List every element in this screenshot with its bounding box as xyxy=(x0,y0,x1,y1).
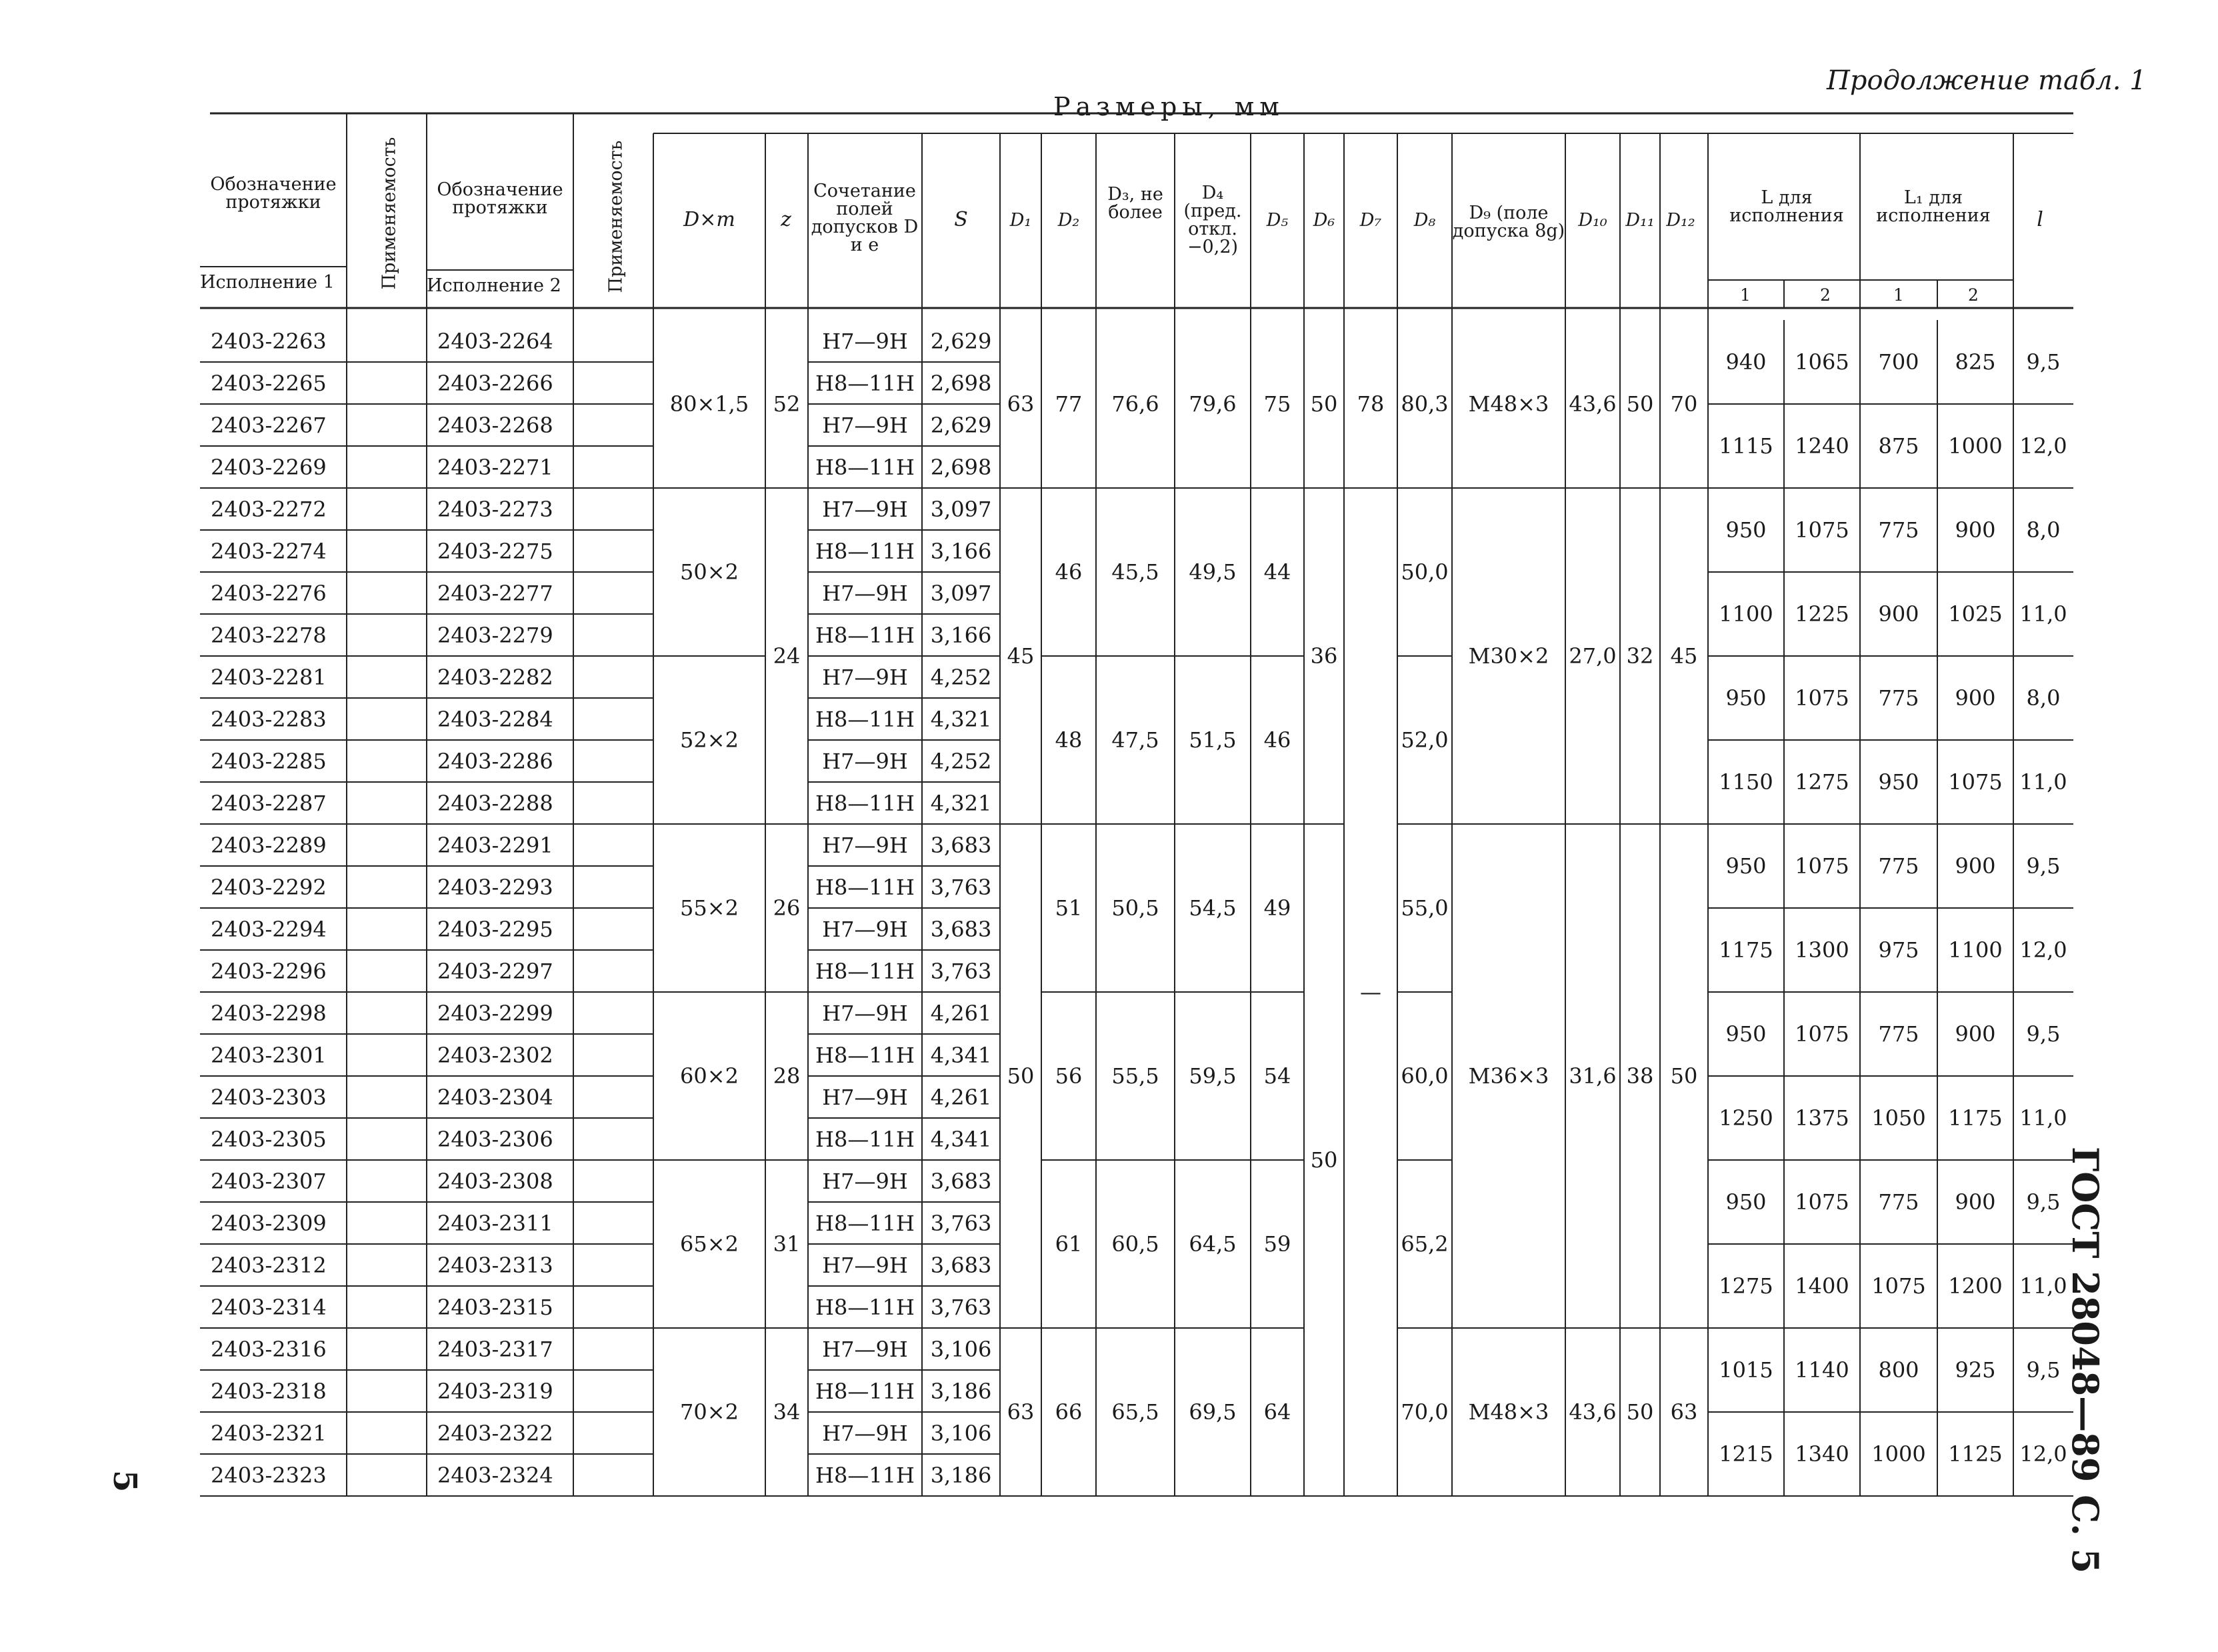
s-cell: 3,186 xyxy=(930,1462,992,1488)
designation-variant-2: 2403-2273 xyxy=(437,496,553,522)
l1-variant-1-cell: 775 xyxy=(1878,685,1919,711)
d4-cell: 54,5 xyxy=(1189,895,1237,921)
header-d8: D₈ xyxy=(1413,209,1436,231)
s-cell: 3,683 xyxy=(930,1252,992,1278)
l-small-cell: 9,5 xyxy=(2026,349,2061,375)
header-l1: L₁ для исполнения xyxy=(1876,187,1991,226)
designation-variant-1: 2403-2283 xyxy=(211,706,327,732)
designation-variant-1: 2403-2303 xyxy=(211,1084,327,1110)
l-variant-1-cell: 1175 xyxy=(1719,937,1773,963)
l1-variant-1-cell: 950 xyxy=(1878,769,1919,795)
designation-variant-2: 2403-2291 xyxy=(437,832,553,858)
header-d4: D₄ (пред. откл. −0,2) xyxy=(1183,183,1242,257)
l1-variant-2-cell: 925 xyxy=(1955,1357,1996,1383)
l1-variant-2-cell: 900 xyxy=(1955,853,1996,879)
d8-cell: 50,0 xyxy=(1401,559,1449,585)
s-cell: 3,186 xyxy=(930,1378,992,1404)
standard-side-label: ГОСТ 28048—89 С. 5 xyxy=(2064,1147,2107,1574)
l-small-cell: 8,0 xyxy=(2026,685,2061,711)
l1-variant-1-cell: 1050 xyxy=(1871,1105,1926,1131)
l-variant-2-cell: 1225 xyxy=(1795,601,1849,627)
s-cell: 2,698 xyxy=(930,370,992,396)
designation-variant-1: 2403-2285 xyxy=(211,748,327,774)
designation-variant-1: 2403-2269 xyxy=(211,454,327,480)
header-d10: D₁₀ xyxy=(1578,209,1607,231)
s-cell: 2,629 xyxy=(930,328,992,354)
l1-variant-1-cell: 975 xyxy=(1878,937,1919,963)
dxm-cell: 70×2 xyxy=(680,1399,739,1425)
l1-variant-2-cell: 1100 xyxy=(1948,937,2003,963)
d9-cell: M48×3 xyxy=(1468,1399,1549,1425)
l-variant-1-cell: 950 xyxy=(1725,517,1767,543)
l-variant-1-cell: 1250 xyxy=(1719,1105,1773,1131)
s-cell: 3,763 xyxy=(930,958,992,984)
page-header: Продолжение табл. 1 xyxy=(1827,65,2147,96)
l-small-cell: 11,0 xyxy=(2019,1105,2067,1131)
designation-variant-2: 2403-2288 xyxy=(437,790,553,816)
designation-variant-1: 2403-2281 xyxy=(211,664,327,690)
s-cell: 3,763 xyxy=(930,1210,992,1236)
l-small-cell: 8,0 xyxy=(2026,517,2061,543)
d7-cell: 78 xyxy=(1357,391,1385,417)
d1-cell: 45 xyxy=(1007,643,1035,669)
s-cell: 3,166 xyxy=(930,622,992,648)
designation-variant-2: 2403-2302 xyxy=(437,1042,553,1068)
l-variant-1-cell: 1150 xyxy=(1719,769,1773,795)
dxm-cell: 60×2 xyxy=(680,1063,739,1089)
l-variant-1-cell: 1215 xyxy=(1719,1441,1773,1467)
tolerance-cell: H8—11H xyxy=(815,454,915,480)
l-small-cell: 11,0 xyxy=(2019,769,2067,795)
designation-variant-2: 2403-2279 xyxy=(437,622,553,648)
designation-variant-1: 2403-2316 xyxy=(211,1336,327,1362)
l-small-cell: 11,0 xyxy=(2019,601,2067,627)
designation-variant-2: 2403-2311 xyxy=(437,1210,553,1236)
d10-cell: 31,6 xyxy=(1569,1063,1617,1089)
designation-variant-2: 2403-2313 xyxy=(437,1252,553,1278)
l-variant-2-cell: 1075 xyxy=(1795,853,1849,879)
designation-variant-2: 2403-2306 xyxy=(437,1126,553,1152)
designation-variant-1: 2403-2323 xyxy=(211,1462,327,1488)
l1-variant-1-cell: 775 xyxy=(1878,517,1919,543)
designation-variant-1: 2403-2298 xyxy=(211,1000,327,1026)
d6-cell: 36 xyxy=(1310,643,1338,669)
d2-cell: 77 xyxy=(1055,391,1083,417)
designation-variant-2: 2403-2284 xyxy=(437,706,553,732)
s-cell: 4,252 xyxy=(930,748,992,774)
l-variant-2-cell: 1065 xyxy=(1795,349,1849,375)
l-small-cell: 12,0 xyxy=(2019,1441,2067,1467)
tolerance-cell: H8—11H xyxy=(815,790,915,816)
l1-variant-2-cell: 900 xyxy=(1955,517,1996,543)
dxm-cell: 65×2 xyxy=(680,1231,739,1257)
tolerance-cell: H8—11H xyxy=(815,874,915,900)
d2-cell: 48 xyxy=(1055,727,1083,753)
l-variant-2-cell: 1400 xyxy=(1795,1273,1849,1299)
designation-variant-2: 2403-2295 xyxy=(437,916,553,942)
l-small-cell: 9,5 xyxy=(2026,1189,2061,1215)
l1-variant-1-cell: 775 xyxy=(1878,1189,1919,1215)
designation-variant-2: 2403-2297 xyxy=(437,958,553,984)
s-cell: 3,166 xyxy=(930,538,992,564)
d11-cell: 50 xyxy=(1626,1399,1654,1425)
page-number: 5 xyxy=(106,1470,143,1493)
d10-cell: 43,6 xyxy=(1569,1399,1617,1425)
l1-variant-1-cell: 800 xyxy=(1878,1357,1919,1383)
s-cell: 3,097 xyxy=(930,496,992,522)
designation-variant-1: 2403-2314 xyxy=(211,1294,327,1320)
s-cell: 4,341 xyxy=(930,1126,992,1152)
designation-variant-1: 2403-2287 xyxy=(211,790,327,816)
header-l-variant-2: 2 xyxy=(1820,285,1831,305)
designation-variant-2: 2403-2275 xyxy=(437,538,553,564)
s-cell: 3,106 xyxy=(930,1420,992,1446)
d7-cell: — xyxy=(1360,979,1381,1005)
designation-variant-1: 2403-2296 xyxy=(211,958,327,984)
designation-variant-1: 2403-2276 xyxy=(211,580,327,606)
s-cell: 4,341 xyxy=(930,1042,992,1068)
z-cell: 34 xyxy=(773,1399,801,1425)
l-variant-1-cell: 1115 xyxy=(1719,433,1773,459)
d9-cell: M48×3 xyxy=(1468,391,1549,417)
header-variant-1: Исполнение 1 xyxy=(200,271,335,293)
d12-cell: 63 xyxy=(1670,1399,1698,1425)
designation-variant-1: 2403-2292 xyxy=(211,874,327,900)
header-s: S xyxy=(954,208,968,231)
designation-variant-2: 2403-2322 xyxy=(437,1420,553,1446)
s-cell: 3,763 xyxy=(930,1294,992,1320)
tolerance-cell: H7—9H xyxy=(822,664,908,690)
designation-variant-1: 2403-2274 xyxy=(211,538,327,564)
header-dxm: D×m xyxy=(683,208,735,231)
header-d6: D₆ xyxy=(1313,209,1335,231)
l-variant-1-cell: 1100 xyxy=(1719,601,1773,627)
tolerance-cell: H8—11H xyxy=(815,958,915,984)
d8-cell: 70,0 xyxy=(1401,1399,1449,1425)
d3-cell: 55,5 xyxy=(1111,1063,1159,1089)
designation-variant-2: 2403-2282 xyxy=(437,664,553,690)
d4-cell: 49,5 xyxy=(1189,559,1237,585)
designation-variant-2: 2403-2304 xyxy=(437,1084,553,1110)
designation-variant-1: 2403-2309 xyxy=(211,1210,327,1236)
l-variant-2-cell: 1240 xyxy=(1795,433,1849,459)
designation-variant-1: 2403-2278 xyxy=(211,622,327,648)
d9-cell: M30×2 xyxy=(1468,643,1549,669)
l-variant-1-cell: 950 xyxy=(1725,1189,1767,1215)
l-small-cell: 12,0 xyxy=(2019,937,2067,963)
tolerance-cell: H7—9H xyxy=(822,1252,908,1278)
d5-cell: 75 xyxy=(1263,391,1291,417)
tolerance-cell: H7—9H xyxy=(822,832,908,858)
d8-cell: 60,0 xyxy=(1401,1063,1449,1089)
d4-cell: 64,5 xyxy=(1189,1231,1237,1257)
tolerance-cell: H8—11H xyxy=(815,1294,915,1320)
d6-cell: 50 xyxy=(1310,391,1338,417)
l1-variant-1-cell: 700 xyxy=(1878,349,1919,375)
l1-variant-1-cell: 1075 xyxy=(1871,1273,1926,1299)
tolerance-cell: H8—11H xyxy=(815,706,915,732)
l-small-cell: 11,0 xyxy=(2019,1273,2067,1299)
header-l-small: l xyxy=(2037,208,2043,231)
designation-variant-2: 2403-2319 xyxy=(437,1378,553,1404)
d4-cell: 69,5 xyxy=(1189,1399,1237,1425)
header-variant-2: Исполнение 2 xyxy=(427,275,561,296)
designation-variant-2: 2403-2286 xyxy=(437,748,553,774)
designation-variant-2: 2403-2324 xyxy=(437,1462,553,1488)
d11-cell: 38 xyxy=(1626,1063,1654,1089)
l1-variant-2-cell: 1000 xyxy=(1948,433,2003,459)
l-variant-1-cell: 940 xyxy=(1725,349,1767,375)
designation-variant-2: 2403-2299 xyxy=(437,1000,553,1026)
s-cell: 4,261 xyxy=(930,1084,992,1110)
l-small-cell: 12,0 xyxy=(2019,433,2067,459)
tolerance-cell: H7—9H xyxy=(822,1336,908,1362)
d12-cell: 50 xyxy=(1670,1063,1698,1089)
s-cell: 3,106 xyxy=(930,1336,992,1362)
s-cell: 2,698 xyxy=(930,454,992,480)
l-variant-2-cell: 1075 xyxy=(1795,517,1849,543)
designation-variant-2: 2403-2308 xyxy=(437,1168,553,1194)
s-cell: 3,683 xyxy=(930,832,992,858)
d2-cell: 61 xyxy=(1055,1231,1083,1257)
header-l1-variant-2: 2 xyxy=(1968,285,1979,305)
l1-variant-2-cell: 900 xyxy=(1955,1021,1996,1047)
designation-variant-1: 2403-2267 xyxy=(211,412,327,438)
d2-cell: 51 xyxy=(1055,895,1083,921)
d5-cell: 49 xyxy=(1263,895,1291,921)
header-d11: D₁₁ xyxy=(1625,209,1655,231)
d6-cell: 50 xyxy=(1310,1147,1338,1173)
designation-variant-1: 2403-2301 xyxy=(211,1042,327,1068)
tolerance-cell: H7—9H xyxy=(822,748,908,774)
dxm-cell: 80×1,5 xyxy=(669,391,749,417)
d5-cell: 44 xyxy=(1263,559,1291,585)
z-cell: 31 xyxy=(773,1231,801,1257)
designation-variant-2: 2403-2293 xyxy=(437,874,553,900)
header-l: L для исполнения xyxy=(1729,187,1844,226)
designation-variant-1: 2403-2263 xyxy=(211,328,327,354)
tolerance-cell: H8—11H xyxy=(815,622,915,648)
header-d5: D₅ xyxy=(1266,209,1289,231)
l-small-cell: 9,5 xyxy=(2026,853,2061,879)
l-variant-1-cell: 1275 xyxy=(1719,1273,1773,1299)
header-d7: D₇ xyxy=(1359,209,1382,231)
designation-variant-1: 2403-2265 xyxy=(211,370,327,396)
l1-variant-1-cell: 900 xyxy=(1878,601,1919,627)
s-cell: 4,321 xyxy=(930,706,992,732)
l-variant-2-cell: 1275 xyxy=(1795,769,1849,795)
designation-variant-1: 2403-2312 xyxy=(211,1252,327,1278)
l1-variant-2-cell: 1175 xyxy=(1948,1105,2003,1131)
l-variant-1-cell: 950 xyxy=(1725,685,1767,711)
designation-variant-2: 2403-2315 xyxy=(437,1294,553,1320)
header-tolerance: Сочетание полей допусков D и e xyxy=(811,181,919,255)
d5-cell: 54 xyxy=(1263,1063,1291,1089)
l-variant-2-cell: 1075 xyxy=(1795,1021,1849,1047)
designation-variant-1: 2403-2307 xyxy=(211,1168,327,1194)
l1-variant-2-cell: 1200 xyxy=(1948,1273,2003,1299)
d9-cell: M36×3 xyxy=(1468,1063,1549,1089)
header-d2: D₂ xyxy=(1057,209,1080,231)
d8-cell: 65,2 xyxy=(1401,1231,1449,1257)
tolerance-cell: H8—11H xyxy=(815,1126,915,1152)
designation-variant-1: 2403-2305 xyxy=(211,1126,327,1152)
tolerance-cell: H7—9H xyxy=(822,1420,908,1446)
l-small-cell: 9,5 xyxy=(2026,1021,2061,1047)
designation-variant-1: 2403-2318 xyxy=(211,1378,327,1404)
d1-cell: 63 xyxy=(1007,391,1035,417)
tolerance-cell: H8—11H xyxy=(815,1462,915,1488)
d5-cell: 46 xyxy=(1263,727,1291,753)
dxm-cell: 55×2 xyxy=(680,895,739,921)
l-variant-2-cell: 1140 xyxy=(1795,1357,1849,1383)
s-cell: 4,252 xyxy=(930,664,992,690)
s-cell: 3,097 xyxy=(930,580,992,606)
designation-variant-2: 2403-2266 xyxy=(437,370,553,396)
l1-variant-2-cell: 900 xyxy=(1955,685,1996,711)
l1-variant-2-cell: 1125 xyxy=(1948,1441,2003,1467)
tolerance-cell: H7—9H xyxy=(822,1000,908,1026)
d11-cell: 32 xyxy=(1626,643,1654,669)
tolerance-cell: H7—9H xyxy=(822,328,908,354)
l-small-cell: 9,5 xyxy=(2026,1357,2061,1383)
tolerance-cell: H7—9H xyxy=(822,1084,908,1110)
dxm-cell: 52×2 xyxy=(680,727,739,753)
header-d1: D₁ xyxy=(1009,209,1032,231)
d1-cell: 63 xyxy=(1007,1399,1035,1425)
l1-variant-1-cell: 775 xyxy=(1878,853,1919,879)
designation-variant-1: 2403-2321 xyxy=(211,1420,327,1446)
l1-variant-1-cell: 775 xyxy=(1878,1021,1919,1047)
l-variant-2-cell: 1075 xyxy=(1795,1189,1849,1215)
header-applicability-2: Применяемость xyxy=(605,140,627,293)
z-cell: 24 xyxy=(773,643,801,669)
dxm-cell: 50×2 xyxy=(680,559,739,585)
l-variant-2-cell: 1300 xyxy=(1795,937,1849,963)
d8-cell: 80,3 xyxy=(1401,391,1449,417)
tolerance-cell: H8—11H xyxy=(815,538,915,564)
header-applicability-1: Применяемость xyxy=(379,137,400,290)
designation-variant-1: 2403-2294 xyxy=(211,916,327,942)
tolerance-cell: H8—11H xyxy=(815,370,915,396)
d4-cell: 51,5 xyxy=(1189,727,1237,753)
designation-variant-2: 2403-2271 xyxy=(437,454,553,480)
d2-cell: 46 xyxy=(1055,559,1083,585)
d4-cell: 79,6 xyxy=(1189,391,1237,417)
s-cell: 3,683 xyxy=(930,916,992,942)
z-cell: 28 xyxy=(773,1063,801,1089)
l-variant-1-cell: 950 xyxy=(1725,853,1767,879)
header-l-variant-1: 1 xyxy=(1740,285,1751,305)
tolerance-cell: H8—11H xyxy=(815,1210,915,1236)
tolerance-cell: H7—9H xyxy=(822,412,908,438)
s-cell: 3,683 xyxy=(930,1168,992,1194)
designation-variant-2: 2403-2268 xyxy=(437,412,553,438)
l-variant-2-cell: 1375 xyxy=(1795,1105,1849,1131)
d8-cell: 55,0 xyxy=(1401,895,1449,921)
d1-cell: 50 xyxy=(1007,1063,1035,1089)
tolerance-cell: H7—9H xyxy=(822,580,908,606)
s-cell: 4,261 xyxy=(930,1000,992,1026)
l-variant-1-cell: 1015 xyxy=(1719,1357,1773,1383)
d3-cell: 76,6 xyxy=(1111,391,1159,417)
designation-variant-2: 2403-2277 xyxy=(437,580,553,606)
dimensions-caption: Размеры, мм xyxy=(1053,92,1285,121)
d12-cell: 70 xyxy=(1670,391,1698,417)
l1-variant-2-cell: 825 xyxy=(1955,349,1996,375)
designation-variant-2: 2403-2317 xyxy=(437,1336,553,1362)
header-z: z xyxy=(781,208,791,231)
l1-variant-1-cell: 875 xyxy=(1878,433,1919,459)
header-d12: D₁₂ xyxy=(1666,209,1695,231)
tolerance-cell: H8—11H xyxy=(815,1378,915,1404)
header-designation-1: Обозначение протяжки xyxy=(210,174,337,213)
d11-cell: 50 xyxy=(1626,391,1654,417)
header-d9: D₉ (поле допуска 8g) xyxy=(1452,203,1565,241)
l-variant-2-cell: 1340 xyxy=(1795,1441,1849,1467)
d3-cell: 50,5 xyxy=(1111,895,1159,921)
z-cell: 52 xyxy=(773,391,801,417)
d10-cell: 27,0 xyxy=(1569,643,1617,669)
d4-cell: 59,5 xyxy=(1189,1063,1237,1089)
d8-cell: 52,0 xyxy=(1401,727,1449,753)
d5-cell: 64 xyxy=(1263,1399,1291,1425)
d3-cell: 45,5 xyxy=(1111,559,1159,585)
designation-variant-2: 2403-2264 xyxy=(437,328,553,354)
l1-variant-1-cell: 1000 xyxy=(1871,1441,1926,1467)
l-variant-2-cell: 1075 xyxy=(1795,685,1849,711)
tolerance-cell: H8—11H xyxy=(815,1042,915,1068)
z-cell: 26 xyxy=(773,895,801,921)
l1-variant-2-cell: 1025 xyxy=(1948,601,2003,627)
header-l1-variant-1: 1 xyxy=(1893,285,1904,305)
designation-variant-1: 2403-2289 xyxy=(211,832,327,858)
header-designation-2: Обозначение протяжки xyxy=(437,179,563,218)
l1-variant-2-cell: 900 xyxy=(1955,1189,1996,1215)
d12-cell: 45 xyxy=(1670,643,1698,669)
tolerance-cell: H7—9H xyxy=(822,916,908,942)
l-variant-1-cell: 950 xyxy=(1725,1021,1767,1047)
d2-cell: 66 xyxy=(1055,1399,1083,1425)
d3-cell: 60,5 xyxy=(1111,1231,1159,1257)
header-d3: D₃, не более xyxy=(1107,184,1163,223)
d3-cell: 47,5 xyxy=(1111,727,1159,753)
designation-variant-1: 2403-2272 xyxy=(211,496,327,522)
l1-variant-2-cell: 1075 xyxy=(1948,769,2003,795)
s-cell: 3,763 xyxy=(930,874,992,900)
tolerance-cell: H7—9H xyxy=(822,1168,908,1194)
d3-cell: 65,5 xyxy=(1111,1399,1159,1425)
tolerance-cell: H7—9H xyxy=(822,496,908,522)
d5-cell: 59 xyxy=(1263,1231,1291,1257)
d2-cell: 56 xyxy=(1055,1063,1083,1089)
d10-cell: 43,6 xyxy=(1569,391,1617,417)
s-cell: 4,321 xyxy=(930,790,992,816)
s-cell: 2,629 xyxy=(930,412,992,438)
